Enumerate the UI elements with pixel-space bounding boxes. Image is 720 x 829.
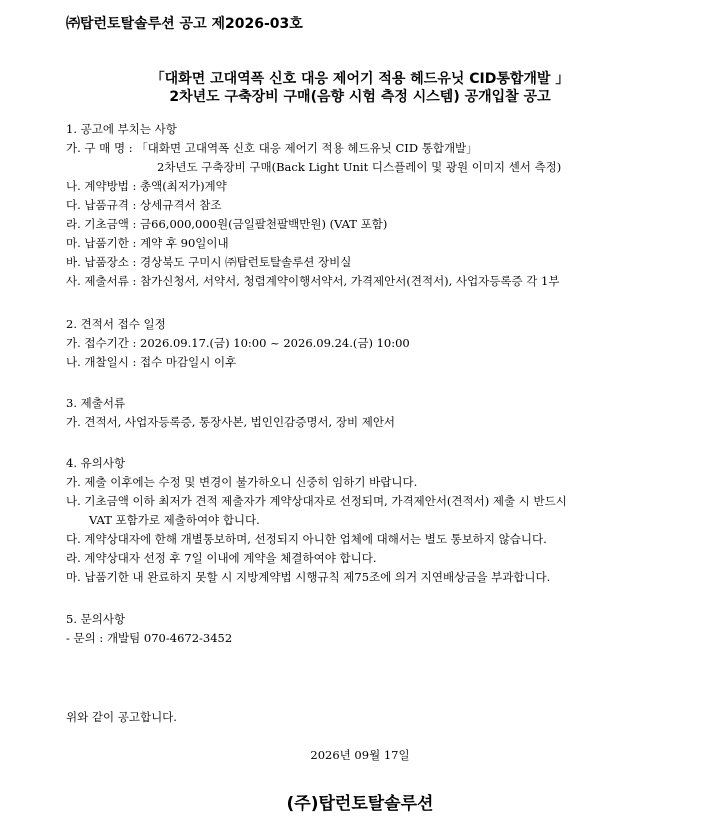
item-required-docs: 가. 견적서, 사업자등록증, 통장사본, 법인인감증명서, 장비 제안서 [66,415,396,429]
company-signature: (주)탑런토탈솔루션 [286,794,434,814]
note-contract-deadline: 라. 계약상대자 선정 후 7일 이내에 계약을 체결하여야 합니다. [66,551,377,565]
item-receipt-period: 가. 접수기간 : 2026.09.17.(금) 10:00 ~ 2026.09.24.(금) 10:00 [66,336,410,350]
section-5-heading: 5. 문의사항 [66,612,126,626]
notice-date: 2026년 09월 17일 [310,748,410,762]
item-purchase-name: 가. 구 매 명 : 「대화면 고대역폭 신호 대응 제어기 적용 헤드유닛 CID 통합개발」 [66,141,478,155]
title-line-2: 2차년도 구축장비 구매(음향 시험 측정 시스템) 공개입찰 공고 [169,89,551,105]
item-base-amount: 라. 기초금액 : 금66,000,000원(금일팔천팔백만원) (VAT 포함) [66,217,388,231]
item-delivery-spec: 다. 납품규격 : 상세규격서 참조 [66,198,222,212]
section-2-heading: 2. 견적서 접수 일정 [66,317,166,331]
note-lowest-bidder-cont: VAT 포함가로 제출하여야 합니다. [89,513,260,527]
item-delivery-deadline: 마. 납품기한 : 계약 후 90일이내 [66,236,229,250]
note-notification: 다. 계약상대자에 한해 개별통보하며, 선정되지 아니한 업체에 대해서는 별도 통보하지 않습니다. [66,532,547,546]
section-3-heading: 3. 제출서류 [66,396,126,410]
section-1-heading: 1. 공고에 부치는 사항 [66,122,177,136]
item-purchase-name-cont: 2차년도 구축장비 구매(Back Light Unit 디스플레이 및 광원 이미지 센서 측정) [157,160,562,174]
section-4-heading: 4. 유의사항 [66,456,126,470]
note-no-changes: 가. 제출 이후에는 수정 및 변경이 불가하오니 신중히 임하기 바랍니다. [66,475,418,489]
note-delay-penalty: 마. 납품기한 내 완료하지 못할 시 지방계약법 시행규칙 제75조에 의거 지연배상금을 부과합니다. [66,570,551,584]
title-line-1: 「대화면 고대역폭 신호 대응 제어기 적용 헤드유닛 CID통합개발 」 [150,71,570,87]
notice-number: ㈜탑런토탈솔루션 공고 제2026-03호 [66,16,303,32]
item-contract-method: 나. 계약방법 : 총액(최저가)계약 [66,179,227,193]
item-submission-docs: 사. 제출서류 : 참가신청서, 서약서, 청렴계약이행서약서, 가격제안서(견적서), 사업자등록증 각 1부 [66,274,560,288]
item-opening-time: 나. 개찰일시 : 접수 마감일시 이후 [66,355,237,369]
note-lowest-bidder: 나. 기초금액 이하 최저가 견적 제출자가 계약상대자로 선정되며, 가격제안서(견적서) 제출 시 반드시 [66,494,567,508]
contact-info: - 문의 : 개발팀 070-4672-3452 [66,631,233,645]
item-delivery-place: 바. 납품장소 : 경상북도 구미시 ㈜탑런토탈솔루션 장비실 [66,255,352,269]
closing-statement: 위와 같이 공고합니다. [66,710,177,724]
